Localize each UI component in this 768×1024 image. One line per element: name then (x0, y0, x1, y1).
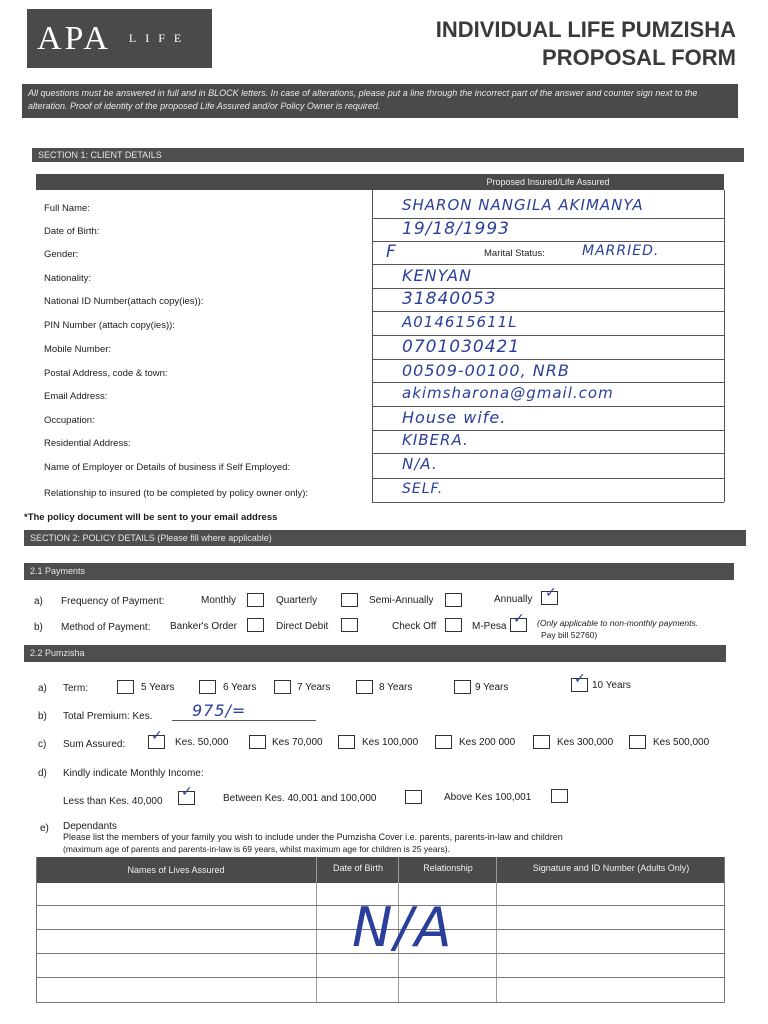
form-title-line1: INDIVIDUAL LIFE PUMZISHA (435, 17, 736, 42)
field-row-line (372, 311, 724, 312)
field-value[interactable]: KIBERA. (402, 431, 469, 449)
frequency-row-marker: a) (34, 596, 43, 607)
sum-300000-checkbox[interactable] (533, 735, 550, 749)
field-value[interactable]: 00509-00100, NRB (402, 361, 570, 380)
sum-70000-checkbox[interactable] (249, 735, 266, 749)
dependants-text1: Please list the members of your family you wish to include under the Pumzisha Cover i.e. parents, parents-in-law and children (63, 832, 563, 842)
sum-option-70000: Kes 70,000 (272, 737, 323, 748)
freq-option-semiannually: Semi-Annually (369, 595, 434, 606)
pumzisha-header: 2.2 Pumzisha (24, 645, 726, 662)
premium-row-marker: b) (38, 711, 47, 722)
method-option-check-off: Check Off (392, 621, 437, 632)
field-value[interactable]: SHARON NANGILA AKIMANYA (402, 196, 644, 214)
dep-header-relationship: Relationship (423, 863, 473, 873)
term-label: Term: (63, 683, 88, 694)
income-option-mid: Between Kes. 40,001 and 100,000 (223, 793, 377, 804)
field-row-line (372, 502, 724, 503)
dep-right-border (724, 857, 725, 1003)
method-bankers-order-checkbox[interactable] (247, 618, 264, 632)
income-option-low: Less than Kes. 40,000 (63, 796, 163, 807)
field-label: Full Name: (44, 203, 90, 214)
field-value[interactable]: akimsharona@gmail.com (402, 384, 614, 402)
field-label: Date of Birth: (44, 226, 100, 237)
field-value[interactable]: N/A. (402, 455, 438, 473)
field-value[interactable]: 0701030421 (402, 337, 521, 357)
field-row-line (372, 241, 724, 242)
field-label: Gender: (44, 249, 79, 260)
field-label: PIN Number (attach copy(ies)): (44, 320, 175, 331)
section1-header: SECTION 1: CLIENT DETAILS (32, 148, 744, 162)
freq-monthly-checkbox[interactable] (247, 593, 264, 607)
dependants-na-mark: N/A (352, 896, 454, 959)
field-row-line (372, 359, 724, 360)
field-row-line (372, 453, 724, 454)
sum-500000-checkbox[interactable] (629, 735, 646, 749)
form-title-line2: PROPOSAL FORM (542, 45, 736, 70)
field-row-line (372, 478, 724, 479)
term-5-checkbox[interactable] (117, 680, 134, 694)
term-row-marker: a) (38, 683, 47, 694)
email-footnote: *The policy document will be sent to your email address (24, 512, 278, 523)
sum-option-200000: Kes 200 000 (459, 737, 516, 748)
term-6-checkbox[interactable] (199, 680, 216, 694)
field-label: Residential Address: (44, 438, 131, 449)
marital-status-value[interactable]: MARRIED. (582, 243, 660, 259)
income-row-marker: d) (38, 768, 47, 779)
income-mid-checkbox[interactable] (405, 790, 422, 804)
payments-header: 2.1 Payments (24, 563, 734, 580)
dep-header-names: Names of Lives Assured (127, 865, 225, 875)
method-option-mpesa: M-Pesa (472, 621, 507, 632)
term-option-5: 5 Years (141, 682, 175, 693)
dep-col-divider-3 (496, 857, 497, 1003)
premium-value[interactable]: 975/= (192, 701, 247, 720)
dependants-text2: (maximum age of parents and parents-in-law is 69 years, whilst maximum age for children is 25 years). (63, 844, 450, 854)
income-option-high: Above Kes 100,001 (444, 792, 532, 803)
method-label: Method of Payment: (61, 622, 151, 633)
field-label: Postal Address, code & town: (44, 368, 168, 379)
apa-life-logo (27, 9, 212, 68)
premium-underline (172, 720, 316, 721)
dependants-title: Dependants (63, 821, 117, 832)
proposed-insured-column-header: Proposed Insured/Life Assured (486, 177, 610, 187)
sum-row-marker: c) (38, 739, 47, 750)
frequency-label: Frequency of Payment: (61, 596, 165, 607)
field-label: Email Address: (44, 391, 108, 402)
dependants-row-marker: e) (40, 823, 49, 834)
field-row-line (372, 406, 724, 407)
section1-right-border (724, 190, 725, 502)
freq-annually-tick: ✓ (545, 585, 557, 601)
term-9-checkbox[interactable] (454, 680, 471, 694)
method-row-marker: b) (34, 622, 43, 633)
term-option-8: 8 Years (379, 682, 413, 693)
sum-label: Sum Assured: (63, 739, 126, 750)
field-value[interactable]: KENYAN (402, 266, 473, 285)
freq-option-monthly: Monthly (201, 595, 237, 606)
income-low-tick: ✓ (181, 784, 193, 800)
sum-option-300000: Kes 300,000 (557, 737, 614, 748)
freq-option-annually: Annually (494, 594, 533, 605)
dep-col-divider-1 (316, 857, 317, 1003)
sum-option-50000: Kes. 50,000 (175, 737, 229, 748)
mpesa-note-line1: (Only applicable to non-monthly payments. (537, 618, 699, 628)
sum-option-500000: Kes 500,000 (653, 737, 710, 748)
method-option-bankers-order: Banker's Order (170, 621, 237, 632)
field-row-line (372, 382, 724, 383)
dependants-table-row[interactable] (36, 977, 725, 978)
term-option-7: 7 Years (297, 682, 331, 693)
field-value[interactable]: F (386, 242, 397, 262)
field-value[interactable]: 31840053 (402, 289, 497, 309)
sum-200000-checkbox[interactable] (435, 735, 452, 749)
field-row-line (372, 264, 724, 265)
logo-brand: APA (37, 19, 111, 57)
term-7-checkbox[interactable] (274, 680, 291, 694)
field-label: Name of Employer or Details of business if Self Employed: (44, 462, 291, 473)
field-label: Mobile Number: (44, 344, 112, 355)
method-direct-debit-checkbox[interactable] (341, 618, 358, 632)
term-option-9: 9 Years (475, 682, 509, 693)
field-value[interactable]: A014615611L (402, 313, 518, 331)
marital-status-label: Marital Status: (484, 248, 545, 259)
freq-semiannually-checkbox[interactable] (445, 593, 462, 607)
freq-option-quarterly: Quarterly (276, 595, 318, 606)
mpesa-note-line2: Pay bill 52760) (541, 630, 598, 640)
freq-quarterly-checkbox[interactable] (341, 593, 358, 607)
section1-divider (372, 190, 373, 502)
field-value[interactable]: 19/18/1993 (402, 219, 510, 239)
term-option-10: 10 Years (592, 680, 631, 691)
term-option-6: 6 Years (223, 682, 257, 693)
dependants-table-row[interactable] (36, 1002, 725, 1003)
sum-100000-checkbox[interactable] (338, 735, 355, 749)
sum-option-100000: Kes 100,000 (362, 737, 419, 748)
instructions-banner: All questions must be answered in full and in BLOCK letters. In case of alterations, please put a line through the incorrect part of the answer and counter sign next to the alteration. Proof of identity of the proposed Life Assured and/or Policy Owner is required. (22, 84, 738, 118)
field-label: Relationship to insured (to be completed by policy owner only): (44, 488, 309, 499)
field-value[interactable]: SELF. (402, 481, 444, 497)
dep-left-border (36, 857, 37, 1003)
sum-50000-tick: ✓ (151, 728, 163, 744)
field-value[interactable]: House wife. (402, 408, 507, 427)
field-label: Nationality: (44, 273, 91, 284)
premium-label: Total Premium: Kes. (63, 711, 153, 722)
method-mpesa-tick: ✓ (513, 611, 525, 627)
term-10-tick: ✓ (574, 671, 586, 687)
income-label: Kindly indicate Monthly Income: (63, 768, 204, 779)
logo-sub: LIFE (128, 31, 191, 45)
income-high-checkbox[interactable] (551, 789, 568, 803)
method-check-off-checkbox[interactable] (445, 618, 462, 632)
form-title (436, 16, 736, 72)
section2-header: SECTION 2: POLICY DETAILS (Please fill where applicable) (24, 530, 746, 546)
field-label: National ID Number(attach copy(ies)): (44, 296, 204, 307)
dep-header-dob: Date of Birth (332, 863, 384, 873)
field-row-line (372, 335, 724, 336)
term-8-checkbox[interactable] (356, 680, 373, 694)
dep-header-signature: Signature and ID Number (Adults Only) (532, 863, 690, 873)
field-label: Occupation: (44, 415, 95, 426)
method-option-direct-debit: Direct Debit (276, 621, 329, 632)
